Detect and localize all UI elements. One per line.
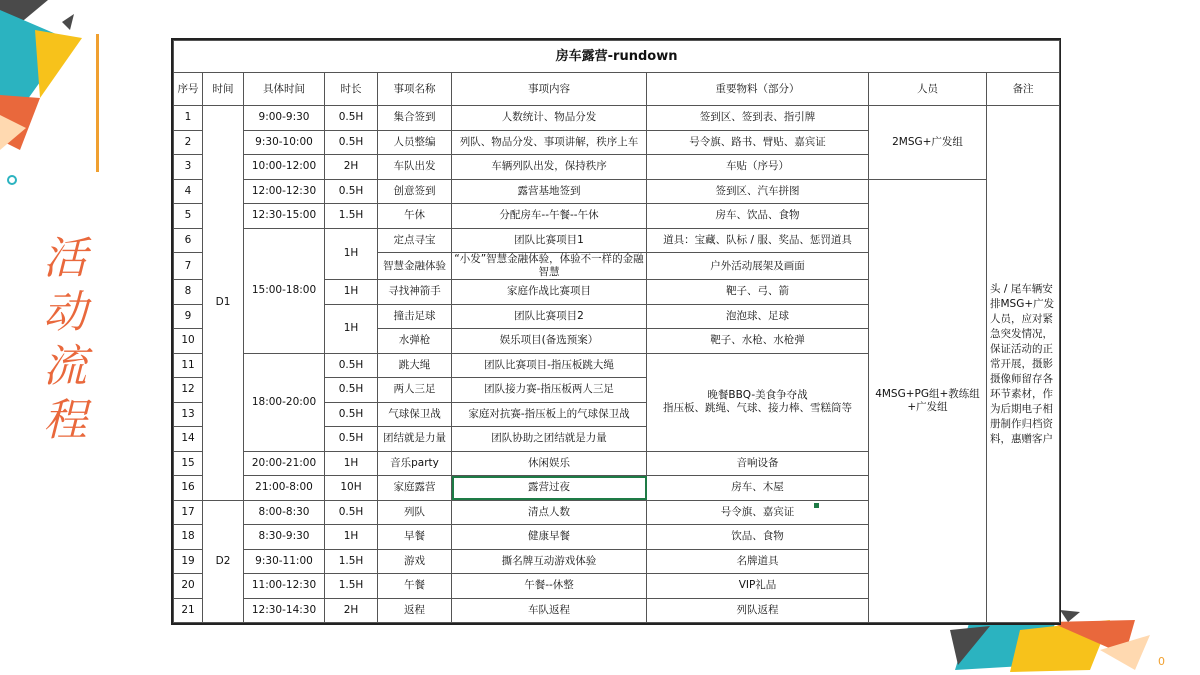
title-char: 流 (43, 341, 87, 392)
col-header: 事项内容 (452, 73, 647, 106)
cell-materials[interactable]: 号令旗、嘉宾证 (647, 500, 869, 525)
rundown-table (173, 40, 1060, 623)
cell-content[interactable]: 清点人数 (452, 500, 647, 525)
cell-no[interactable]: 12 (174, 378, 203, 403)
cell-duration[interactable]: 0.5H (325, 130, 378, 155)
materials-line: 晚餐BBQ-美食争夺战 (707, 389, 808, 401)
cell-time[interactable]: 12:30-15:00 (244, 204, 325, 229)
cell-name[interactable]: 跳大绳 (378, 353, 452, 378)
cell-name[interactable]: 两人三足 (378, 378, 452, 403)
cell-content[interactable]: 团队接力赛-指压板两人三足 (452, 378, 647, 403)
materials-line: 指压板、跳绳、气球、接力棒、雪糕筒等 (663, 402, 852, 414)
col-header: 具体时间 (244, 73, 325, 106)
table-row (174, 106, 1060, 131)
cell-time[interactable]: 8:00-8:30 (244, 500, 325, 525)
cell-duration[interactable]: 1H (325, 304, 378, 353)
cell-duration[interactable]: 0.5H (325, 402, 378, 427)
col-header: 备注 (987, 73, 1060, 106)
col-header: 事项名称 (378, 73, 452, 106)
cell-materials[interactable]: 签到区、签到表、指引牌 (647, 106, 869, 131)
cell-name[interactable]: 车队出发 (378, 155, 452, 180)
cell-name[interactable]: 午餐 (378, 574, 452, 599)
cell-time[interactable]: 20:00-21:00 (244, 451, 325, 476)
cell-duration[interactable]: 2H (325, 598, 378, 623)
cell-no[interactable]: 15 (174, 451, 203, 476)
cell-time[interactable]: 9:30-11:00 (244, 549, 325, 574)
col-header: 重要物料（部分） (647, 73, 869, 106)
col-header: 人员 (869, 73, 987, 106)
decorative-triangles-top-left (0, 0, 100, 190)
cell-time[interactable]: 8:30-9:30 (244, 525, 325, 550)
cell-no[interactable]: 7 (174, 253, 203, 280)
col-header: 序号 (174, 73, 203, 106)
cell-time[interactable]: 9:00-9:30 (244, 106, 325, 131)
cell-materials[interactable] (647, 353, 869, 451)
cell-content[interactable]: 团队比赛项目1 (452, 228, 647, 253)
cell-materials[interactable]: 列队返程 (647, 598, 869, 623)
cell-name[interactable]: 气球保卫战 (378, 402, 452, 427)
title-char: 动 (43, 287, 87, 338)
col-header: 时间 (203, 73, 244, 106)
cell-content[interactable]: 团队协助之团结就是力量 (452, 427, 647, 452)
cell-name[interactable]: 撞击足球 (378, 304, 452, 329)
cell-duration[interactable]: 0.5H (325, 500, 378, 525)
cell-duration[interactable]: 0.5H (325, 353, 378, 378)
cell-name[interactable]: 团结就是力量 (378, 427, 452, 452)
cell-materials[interactable]: VIP礼品 (647, 574, 869, 599)
cell-materials[interactable]: 音响设备 (647, 451, 869, 476)
cell-content-selected[interactable]: 露营过夜 (452, 476, 647, 501)
cell-duration[interactable]: 1H (325, 451, 378, 476)
cell-content[interactable]: 车队返程 (452, 598, 647, 623)
col-header: 时长 (325, 73, 378, 106)
cell-materials[interactable]: 车贴（序号） (647, 155, 869, 180)
cell-duration[interactable]: 1.5H (325, 204, 378, 229)
cell-time[interactable]: 11:00-12:30 (244, 574, 325, 599)
cell-materials[interactable]: 道具：宝藏、队标 / 服、奖品、惩罚道具 (647, 228, 869, 253)
cell-content[interactable]: 团队比赛项目2 (452, 304, 647, 329)
cell-materials[interactable]: 房车、饮品、食物 (647, 204, 869, 229)
cell-no[interactable]: 6 (174, 228, 203, 253)
cell-duration[interactable]: 1.5H (325, 549, 378, 574)
cell-name[interactable]: 定点寻宝 (378, 228, 452, 253)
cell-materials[interactable]: 户外活动展架及画面 (647, 253, 869, 280)
cell-content[interactable]: 娱乐项目(备选预案） (452, 329, 647, 354)
cell-materials[interactable]: 名牌道具 (647, 549, 869, 574)
cell-duration[interactable]: 0.5H (325, 378, 378, 403)
cell-content[interactable]: 分配房车--午餐--午休 (452, 204, 647, 229)
title-char: 活 (43, 233, 87, 284)
cell-content[interactable]: 人数统计、物品分发 (452, 106, 647, 131)
cell-materials[interactable]: 签到区、汽车拼图 (647, 179, 869, 204)
cell-no[interactable]: 2 (174, 130, 203, 155)
cell-content[interactable]: 休闲娱乐 (452, 451, 647, 476)
cell-materials[interactable]: 号令旗、路书、臂贴、嘉宾证 (647, 130, 869, 155)
header-row (174, 73, 1060, 106)
cell-content[interactable]: 团队比赛项目-指压板跳大绳 (452, 353, 647, 378)
cell-duration[interactable]: 2H (325, 155, 378, 180)
cell-duration[interactable]: 0.5H (325, 179, 378, 204)
cell-name[interactable]: 智慧金融体验 (378, 253, 452, 280)
cell-materials[interactable]: 靶子、弓、箭 (647, 280, 869, 305)
cell-time[interactable]: 12:00-12:30 (244, 179, 325, 204)
cell-content[interactable]: 家庭作战比赛项目 (452, 280, 647, 305)
cell-remark[interactable]: 头 / 尾车辆安排MSG+广发人员，应对紧急突发情况，保证活动的正常开展，摄影摄像师留存各环节素材，作为后期电子相册制作归档资料，惠赠客户 (987, 106, 1060, 623)
cell-name[interactable]: 寻找神箭手 (378, 280, 452, 305)
cell-name[interactable]: 人员整编 (378, 130, 452, 155)
rundown-sheet (171, 38, 1061, 625)
cell-content[interactable]: 列队、物品分发、事项讲解，秩序上车 (452, 130, 647, 155)
cell-no[interactable]: 11 (174, 353, 203, 378)
cell-duration[interactable]: 10H (325, 476, 378, 501)
cell-time[interactable]: 10:00-12:00 (244, 155, 325, 180)
table-row (174, 179, 1060, 204)
cell-duration[interactable]: 1H (325, 280, 378, 305)
cell-day[interactable]: D2 (203, 500, 244, 623)
cell-no[interactable]: 20 (174, 574, 203, 599)
cell-no[interactable]: 13 (174, 402, 203, 427)
cell-time[interactable]: 9:30-10:00 (244, 130, 325, 155)
cell-staff[interactable]: 4MSG+PG组+教练组+广发组 (869, 179, 987, 623)
cell-no[interactable]: 9 (174, 304, 203, 329)
cell-no[interactable]: 8 (174, 280, 203, 305)
cell-no[interactable]: 5 (174, 204, 203, 229)
cell-no[interactable]: 17 (174, 500, 203, 525)
cell-name[interactable]: 午休 (378, 204, 452, 229)
cell-time[interactable]: 18:00-20:00 (244, 353, 325, 451)
selection-fill-handle[interactable] (814, 503, 819, 508)
corner-mark: 0 (1158, 655, 1165, 668)
cell-duration[interactable]: 1H (325, 525, 378, 550)
cell-staff[interactable]: 2MSG+广发组 (869, 106, 987, 180)
cell-duration[interactable]: 1H (325, 228, 378, 280)
cell-name[interactable]: 集合签到 (378, 106, 452, 131)
cell-content[interactable]: 家庭对抗赛-指压板上的气球保卫战 (452, 402, 647, 427)
cell-no[interactable]: 19 (174, 549, 203, 574)
cell-no[interactable]: 4 (174, 179, 203, 204)
cell-time[interactable]: 12:30-14:30 (244, 598, 325, 623)
cell-no[interactable]: 16 (174, 476, 203, 501)
cell-duration[interactable]: 0.5H (325, 427, 378, 452)
cell-content[interactable]: “小发”智慧金融体验，体验不一样的金融智慧 (452, 253, 647, 280)
cell-name[interactable]: 早餐 (378, 525, 452, 550)
cell-no[interactable]: 1 (174, 106, 203, 131)
cell-materials[interactable]: 房车、木屋 (647, 476, 869, 501)
vertical-slide-title (30, 232, 100, 448)
cell-no[interactable]: 10 (174, 329, 203, 354)
cell-name[interactable]: 家庭露营 (378, 476, 452, 501)
cell-time[interactable]: 15:00-18:00 (244, 228, 325, 353)
table-title: 房车露营-rundown (174, 41, 1060, 73)
cell-name[interactable]: 音乐party (378, 451, 452, 476)
accent-vertical-bar (96, 34, 99, 172)
cell-no[interactable]: 21 (174, 598, 203, 623)
cell-content[interactable]: 午餐--休整 (452, 574, 647, 599)
cell-content[interactable]: 车辆列队出发，保持秩序 (452, 155, 647, 180)
cell-name[interactable]: 水弹枪 (378, 329, 452, 354)
cell-materials[interactable]: 靶子、水枪、水枪弹 (647, 329, 869, 354)
cell-content[interactable]: 露营基地签到 (452, 179, 647, 204)
cell-content[interactable]: 撕名牌互动游戏体验 (452, 549, 647, 574)
cell-name[interactable]: 列队 (378, 500, 452, 525)
cell-no[interactable]: 3 (174, 155, 203, 180)
cell-no[interactable]: 18 (174, 525, 203, 550)
cell-day[interactable]: D1 (203, 106, 244, 501)
cell-time[interactable]: 21:00-8:00 (244, 476, 325, 501)
cell-name[interactable]: 创意签到 (378, 179, 452, 204)
cell-materials[interactable]: 泡泡球、足球 (647, 304, 869, 329)
cell-content[interactable]: 健康早餐 (452, 525, 647, 550)
cell-duration[interactable]: 0.5H (325, 106, 378, 131)
title-char: 程 (43, 395, 87, 446)
cell-materials[interactable]: 饮品、食物 (647, 525, 869, 550)
cell-name[interactable]: 返程 (378, 598, 452, 623)
cell-name[interactable]: 游戏 (378, 549, 452, 574)
cell-no[interactable]: 14 (174, 427, 203, 452)
cell-duration[interactable]: 1.5H (325, 574, 378, 599)
